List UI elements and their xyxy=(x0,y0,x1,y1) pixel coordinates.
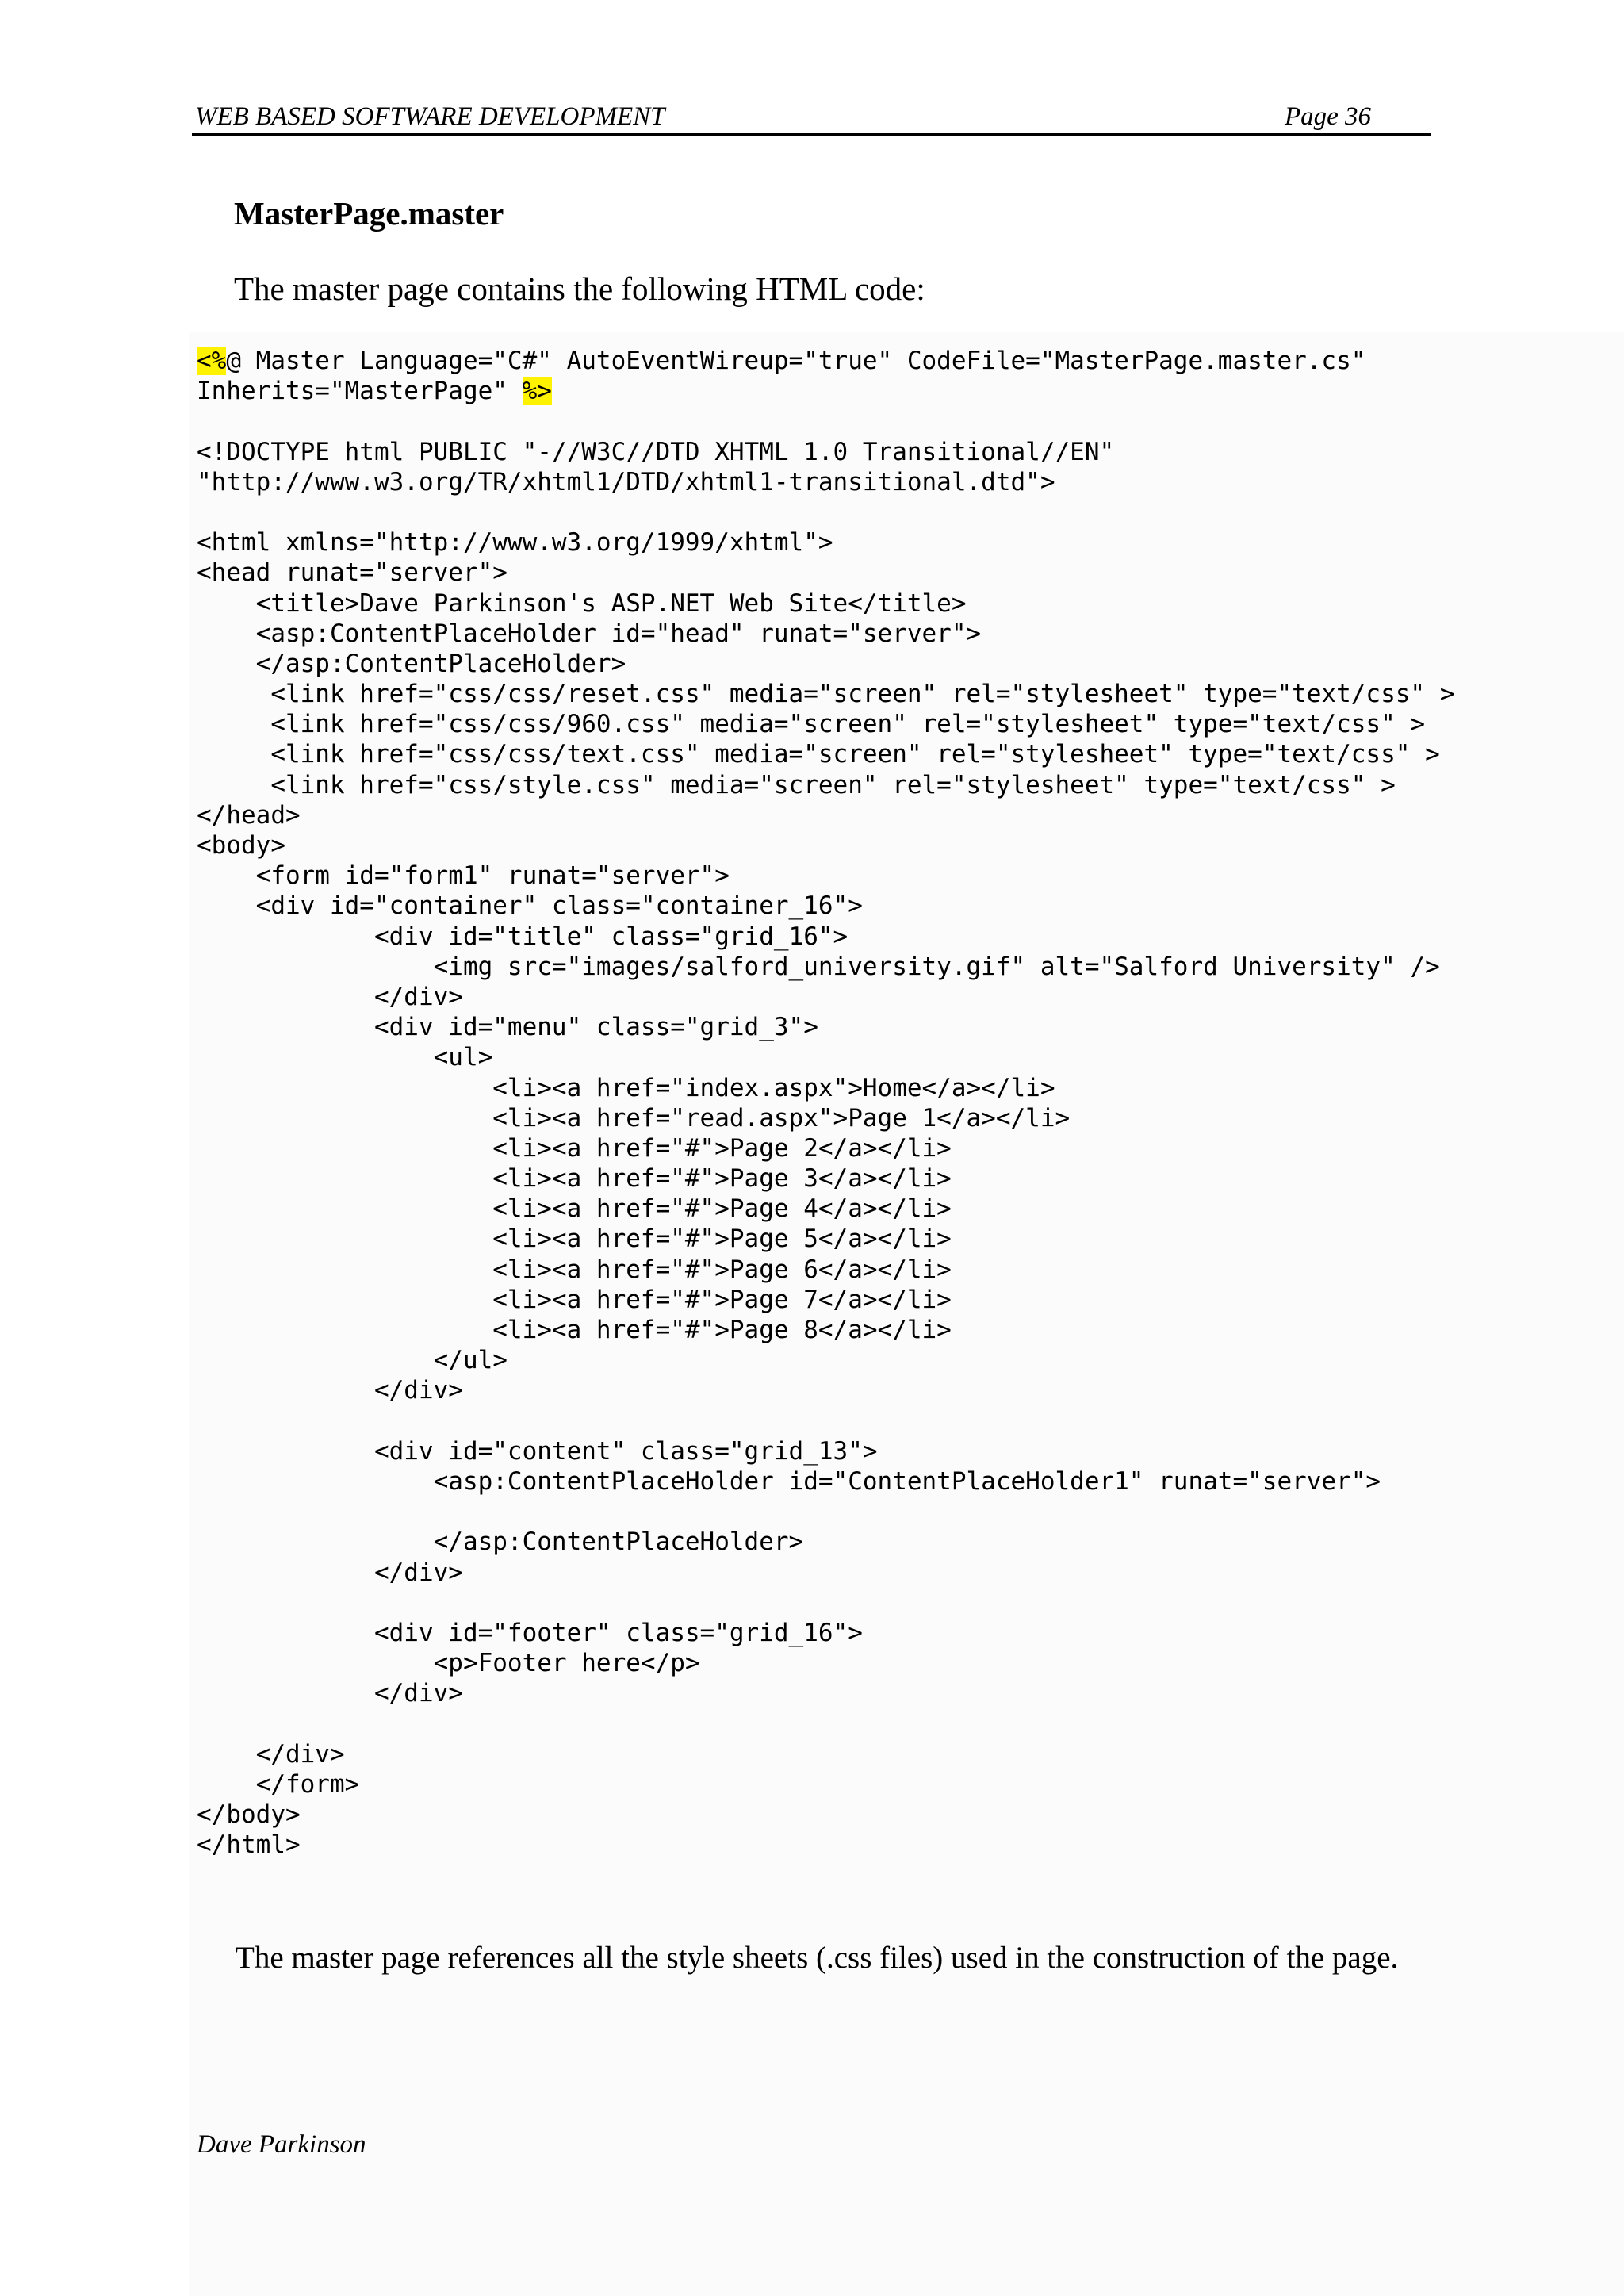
code-line xyxy=(197,1678,1454,1708)
code-line xyxy=(197,619,1454,649)
code-line xyxy=(197,467,1454,497)
code-text: <div id="footer" class="grid_16"> xyxy=(197,1618,863,1647)
code-text: <div id="title" class="grid_16"> xyxy=(197,922,848,951)
code-line xyxy=(197,497,1454,527)
intro-paragraph: The master page contains the following HTML code: xyxy=(234,270,925,307)
code-line xyxy=(197,1618,1454,1648)
code-text: <ul> xyxy=(197,1043,493,1072)
code-text: <html xmlns="http://www.w3.org/1999/xhtml"> xyxy=(197,528,833,558)
page-number: Page 36 xyxy=(1285,102,1372,131)
code-line xyxy=(197,1012,1454,1042)
code-line xyxy=(197,1739,1454,1769)
code-line xyxy=(197,588,1454,619)
code-text: <li><a href="#">Page 4</a></li> xyxy=(197,1194,952,1224)
code-line xyxy=(197,1163,1454,1194)
code-text: </div> xyxy=(197,1679,463,1708)
code-line xyxy=(197,1285,1454,1315)
code-text: </div> xyxy=(197,982,463,1011)
code-line xyxy=(197,800,1454,830)
code-text: <div id="menu" class="grid_3"> xyxy=(197,1013,818,1042)
code-text: <link href="css/css/960.css" media="screen" rel="stylesheet" type="text/css" > xyxy=(197,710,1426,739)
code-text: <asp:ContentPlaceHolder id="head" runat="server"> xyxy=(197,619,982,648)
code-text: </asp:ContentPlaceHolder> xyxy=(197,1527,804,1557)
code-line xyxy=(197,1497,1454,1527)
code-text: <li><a href="#">Page 3</a></li> xyxy=(197,1164,952,1194)
code-line xyxy=(197,1194,1454,1224)
code-text: <div id="container" class="container_16"> xyxy=(197,891,863,921)
code-text: <li><a href="#">Page 5</a></li> xyxy=(197,1225,952,1254)
code-text: <li><a href="#">Page 7</a></li> xyxy=(197,1285,952,1314)
code-text: <img src="images/salford_university.gif" alt="Salford University" /> xyxy=(197,952,1440,981)
code-text: <asp:ContentPlaceHolder id="ContentPlaceHolder1" runat="server"> xyxy=(197,1466,1381,1496)
code-line xyxy=(197,1830,1454,1860)
section-heading: MasterPage.master xyxy=(234,195,504,232)
code-text: <form id="form1" runat="server"> xyxy=(197,861,730,891)
code-line xyxy=(197,1255,1454,1285)
code-text: </head> xyxy=(197,800,301,830)
code-line xyxy=(197,982,1454,1012)
code-text: </div> xyxy=(197,1739,345,1769)
code-line xyxy=(197,437,1454,467)
code-line xyxy=(197,679,1454,709)
code-text: </body> xyxy=(197,1800,301,1829)
code-text: <link href="css/css/reset.css" media="screen" rel="stylesheet" type="text/css" > xyxy=(197,680,1455,709)
code-text: <link href="css/css/text.css" media="screen" rel="stylesheet" type="text/css" > xyxy=(197,740,1440,769)
document-title: WEB BASED SOFTWARE DEVELOPMENT xyxy=(195,102,665,131)
code-line xyxy=(197,527,1454,558)
code-line xyxy=(197,1315,1454,1345)
code-text: </form> xyxy=(197,1769,360,1799)
code-line xyxy=(197,1769,1454,1800)
code-text: <!DOCTYPE html PUBLIC "-//W3C//DTD XHTML 1.0 Transitional//EN" xyxy=(197,437,1115,466)
code-line xyxy=(197,739,1454,769)
code-line xyxy=(197,406,1454,436)
code-text: <body> xyxy=(197,831,285,860)
code-text: "http://www.w3.org/TR/xhtml1/DTD/xhtml1-transitional.dtd"> xyxy=(197,467,1055,496)
code-line xyxy=(197,558,1454,588)
code-line xyxy=(197,861,1454,891)
code-line xyxy=(197,1558,1454,1588)
code-line xyxy=(197,952,1454,982)
code-text: <div id="content" class="grid_13"> xyxy=(197,1436,878,1466)
code-line xyxy=(197,770,1454,800)
code-listing xyxy=(197,346,1454,1860)
page-footer-author: Dave Parkinson xyxy=(197,2130,366,2159)
code-text: <li><a href="#">Page 2</a></li> xyxy=(197,1133,952,1163)
code-line xyxy=(197,1103,1454,1133)
code-text: </asp:ContentPlaceHolder> xyxy=(197,649,626,678)
code-line xyxy=(197,1375,1454,1405)
code-text: @ Master Language="C#" AutoEventWireup="true" CodeFile="MasterPage.master.cs" xyxy=(226,347,1366,375)
code-line xyxy=(197,1073,1454,1103)
code-text: <li><a href="index.aspx">Home</a></li> xyxy=(197,1073,1055,1102)
closing-paragraph: The master page references all the style sheets (.css files) used in the construction of the page. xyxy=(236,1941,1399,1975)
code-text: </div> xyxy=(197,1376,463,1405)
code-line xyxy=(197,1224,1454,1254)
code-line xyxy=(197,346,1454,376)
code-text: <link href="css/style.css" media="screen" rel="stylesheet" type="text/css" > xyxy=(197,770,1396,799)
code-line xyxy=(197,1588,1454,1618)
code-line xyxy=(197,1466,1454,1497)
code-text: </div> xyxy=(197,1558,463,1587)
code-line xyxy=(197,1042,1454,1072)
code-text: Inherits="MasterPage" xyxy=(197,377,523,406)
code-line xyxy=(197,922,1454,952)
code-text: <title>Dave Parkinson's ASP.NET Web Site</title> xyxy=(197,588,967,618)
code-line xyxy=(197,1648,1454,1678)
code-line xyxy=(197,376,1454,406)
code-text: <li><a href="#">Page 6</a></li> xyxy=(197,1255,952,1284)
code-line xyxy=(197,709,1454,739)
code-line xyxy=(197,649,1454,679)
highlighted-code-token: <% xyxy=(197,347,227,375)
code-line xyxy=(197,1708,1454,1738)
code-line xyxy=(197,1406,1454,1436)
code-line xyxy=(197,891,1454,921)
code-text: <li><a href="#">Page 8</a></li> xyxy=(197,1316,952,1344)
code-line xyxy=(197,1133,1454,1163)
code-line xyxy=(197,1527,1454,1557)
code-text: </html> xyxy=(197,1830,301,1860)
code-line xyxy=(197,1800,1454,1830)
code-text: <head runat="server"> xyxy=(197,558,508,588)
code-text: </ul> xyxy=(197,1346,508,1375)
page-header xyxy=(192,94,1431,136)
code-line xyxy=(197,830,1454,861)
code-text: <li><a href="read.aspx">Page 1</a></li> xyxy=(197,1103,1071,1133)
code-text: <p>Footer here</p> xyxy=(197,1649,700,1678)
highlighted-code-token: %> xyxy=(522,377,552,406)
code-line xyxy=(197,1345,1454,1375)
code-line xyxy=(197,1436,1454,1466)
